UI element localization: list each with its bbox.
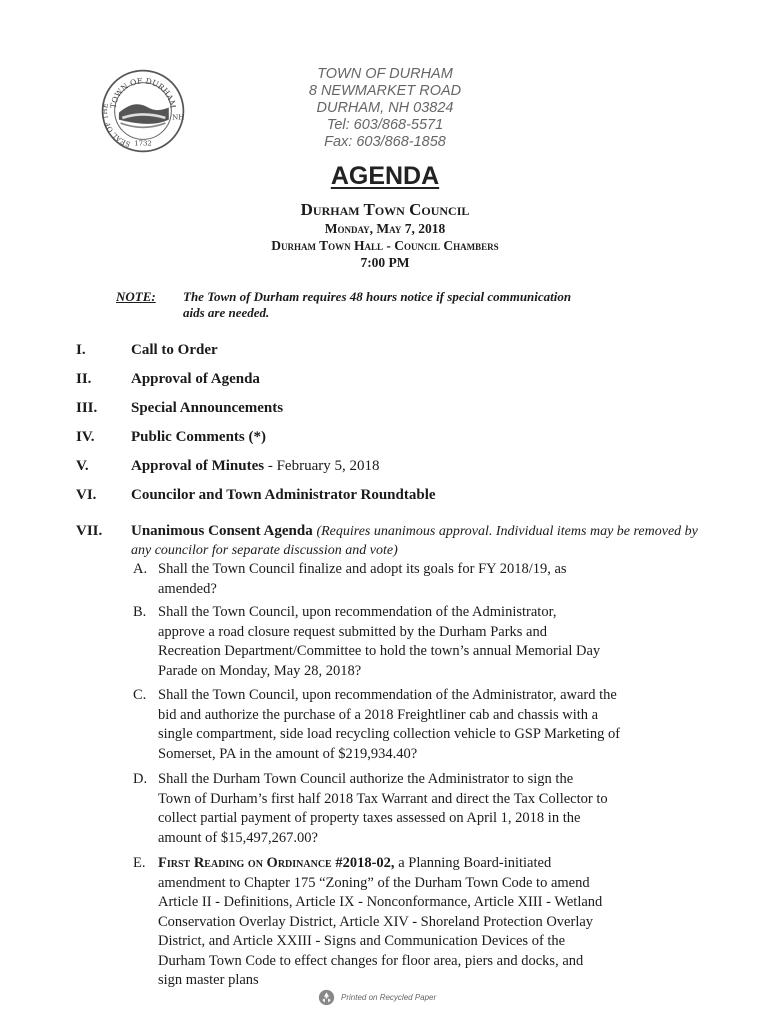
town-seal-logo [100, 68, 186, 154]
item-title: Approval of Minutes - February 5, 2018 [131, 458, 380, 474]
subitem-letter: A. [133, 561, 148, 577]
item-title: Councilor and Town Administrator Roundtable [131, 487, 436, 503]
subitem-letter: D. [133, 771, 148, 787]
fax-line: Fax: 603/868-1858 [324, 134, 446, 150]
item-number: VII. [76, 523, 103, 539]
footer-text: Printed on Recycled Paper [341, 992, 437, 1002]
subitem-letter: E. [133, 855, 146, 871]
meeting-date: Monday, May 7, 2018 [324, 221, 446, 236]
meeting-time: 7:00 PM [360, 255, 410, 270]
subitem-text: Shall the Durham Town Council authorize the Administrator to sign the Town of Durham’s first half 2018 Tax Warrant and direct the Tax Collector to collect partial payment of property taxes assessed on April 1, 2018 in the amount of $15,497,267.00? [158, 771, 608, 846]
subitem-letter: C. [133, 687, 147, 703]
meeting-location: Durham Town Hall - Council Chambers [271, 238, 499, 253]
address-line: DURHAM, NH 03824 [316, 100, 454, 116]
consent-title: Unanimous Consent Agenda [131, 523, 313, 539]
subitem-text: Shall the Town Council, upon recommendation of the Administrator, approve a road closure request submitted by the Durham Parks and Recreation Department/Committee to hold the town’s annual Memorial Day Parade on Monday, May 28, 2018? [158, 604, 601, 679]
subitem-text: Shall the Town Council, upon recommendation of the Administrator, award the bid and authorize the purchase of a 2018 Freightliner cab and chassis with a single compartment, side load recycling collection vehicle to GSP Marketing of Somerset, PA in the amount of $219,934.40? [158, 687, 621, 762]
consent-agenda-heading [76, 522, 711, 560]
item-title: Call to Order [131, 342, 218, 358]
agenda-title: AGENDA [330, 162, 440, 190]
consent-requirement: (Requires unanimous approval. Individual items may be removed by any councilor for separate discussion and vote) [131, 524, 698, 558]
seal-year: 1732 [134, 139, 152, 148]
item-number: V. [76, 458, 89, 474]
seal-right-text: NH [172, 113, 185, 122]
item-number: III. [76, 400, 98, 416]
meeting-info [0, 200, 770, 271]
subitem-letter: B. [133, 604, 147, 620]
item-number: II. [76, 371, 92, 387]
item-title: Approval of Agenda [131, 371, 260, 387]
council-name: Durham Town Council [300, 200, 470, 219]
address-line: 8 NEWMARKET ROAD [308, 83, 462, 99]
item-title: Public Comments (*) [131, 429, 266, 445]
recycled-paper-footer [318, 988, 436, 1006]
note-label: NOTE: [116, 289, 156, 304]
phone-line: Tel: 603/868-5571 [326, 117, 444, 133]
item-title: Special Announcements [131, 400, 284, 416]
recycle-icon [318, 989, 335, 1006]
seal-top-text: TOWN OF DURHAM [108, 76, 178, 110]
seal-left-text: SEAL OF THE [101, 102, 132, 149]
subitem-text: Shall the Town Council finalize and adopt its goals for FY 2018/19, as amended? [158, 561, 567, 597]
note-text: The Town of Durham requires 48 hours notice if special communication aids are needed. [183, 289, 572, 320]
svg-text:TOWN OF DURHAM [109, 76, 178, 109]
ordinance-reading-label: First Reading on Ordinance #2018-02, [158, 855, 395, 871]
town-address-block [260, 66, 510, 151]
subitem-text: First Reading on Ordinance #2018-02, a Planning Board-initiated amendment to Chapter 175 “Zoning” of the Durham Town Code to amend Article II - Definitions, Article IX - Nonconformance, Article XIII - Wetland Conservation Overlay District, Article XIV - Shoreland Protection Overlay District, and Article XXIII - Signs and Communication Devices of the Durham Town Code to effect changes for floor area, piers and docks, and sign master plans [158, 855, 603, 988]
item-number: IV. [76, 429, 95, 445]
item-number: I. [76, 342, 86, 358]
address-line: TOWN OF DURHAM [317, 66, 453, 82]
item-number: VI. [76, 487, 97, 503]
